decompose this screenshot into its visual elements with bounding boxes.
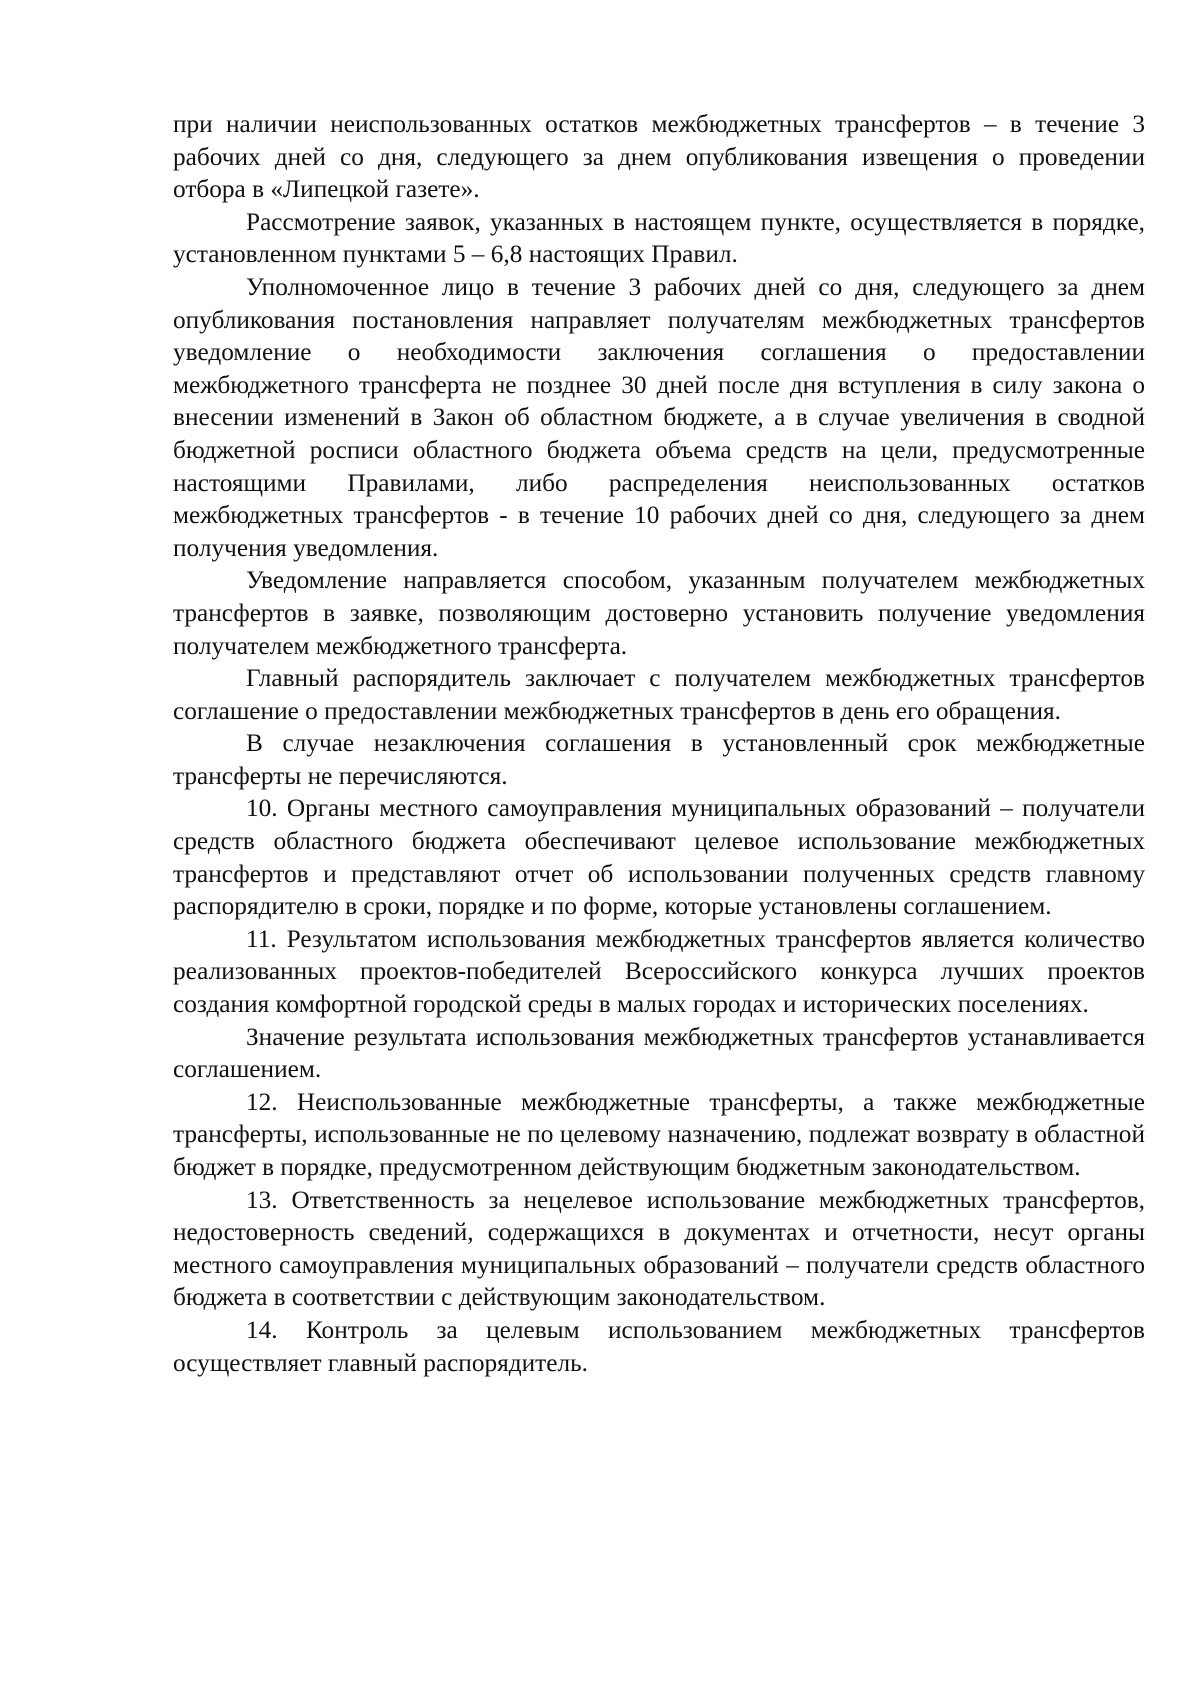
paragraph-authorized-person-notice: Уполномоченное лицо в течение 3 рабочих дней со дня, следующего за днем опубликования постановления направляет получателям межбюджетных трансфертов уведомление о необходимости заключения соглашения о предоставлении межбюджетного трансферта не позднее 30 дней после дня вступления в силу закона о внесении изменений в Закон об областном бюджете, а в случае увеличения в сводной бюджетной росписи областного бюджета объема средств на цели, предусмотренные настоящими Правилами, либо распределения неиспользованных остатков межбюджетных трансфертов - в течение 10 рабочих дней со дня, следующего за днем получения уведомления. bbox=[173, 272, 1145, 562]
paragraph-item-13: 13. Ответственность за нецелевое использование межбюджетных трансфертов, недостоверность сведений, содержащихся в документах и отчетности, несут органы местного самоуправления муниципальных образований – получатели средств областного бюджета в соответствии с действующим законодательством. bbox=[173, 1185, 1145, 1312]
document-body bbox=[173, 108, 1145, 1379]
paragraph-result-value: Значение результата использования межбюджетных трансфертов устанавливается соглашением. bbox=[173, 1022, 1145, 1084]
paragraph-notice-method: Уведомление направляется способом, указанным получателем межбюджетных трансфертов в заявке, позволяющим достоверно установить получение уведомления получателем межбюджетного трансферта. bbox=[173, 566, 1145, 660]
paragraph-continuation: при наличии неиспользованных остатков межбюджетных трансфертов – в течение 3 рабочих дней со дня, следующего за днем опубликования извещения о проведении отбора в «Липецкой газете». bbox=[173, 110, 1145, 204]
paragraph-item-14: 14. Контроль за целевым использованием межбюджетных трансфертов осуществляет главный распорядитель. bbox=[173, 1315, 1145, 1377]
paragraph-item-11: 11. Результатом использования межбюджетных трансфертов является количество реализованных проектов-победителей Всероссийского конкурса лучших проектов создания комфортной городской среды в малых городах и исторических поселениях. bbox=[173, 924, 1145, 1019]
paragraph-agreement-conclusion: Главный распорядитель заключает с получателем межбюджетных трансфертов соглашение о предоставлении межбюджетных трансфертов в день его обращения. bbox=[173, 664, 1145, 725]
paragraph-review-of-applications: Рассмотрение заявок, указанных в настоящем пункте, осуществляется в порядке, установленном пунктами 5 – 6,8 настоящих Правил. bbox=[173, 207, 1145, 269]
paragraph-item-12: 12. Неиспользованные межбюджетные трансферты, а также межбюджетные трансферты, использованные не по целевому назначению, подлежат возврату в областной бюджет в порядке, предусмотренном действующим бюджетным законодательством. bbox=[173, 1087, 1145, 1181]
paragraph-non-conclusion: В случае незаключения соглашения в установленный срок межбюджетные трансферты не перечисляются. bbox=[173, 729, 1145, 790]
paragraph-item-10: 10. Органы местного самоуправления муниципальных образований – получатели средств областного бюджета обеспечивают целевое использование межбюджетных трансфертов и представляют отчет об использовании полученных средств главному распорядителю в сроки, порядке и по форме, которые установлены соглашением. bbox=[173, 794, 1145, 921]
